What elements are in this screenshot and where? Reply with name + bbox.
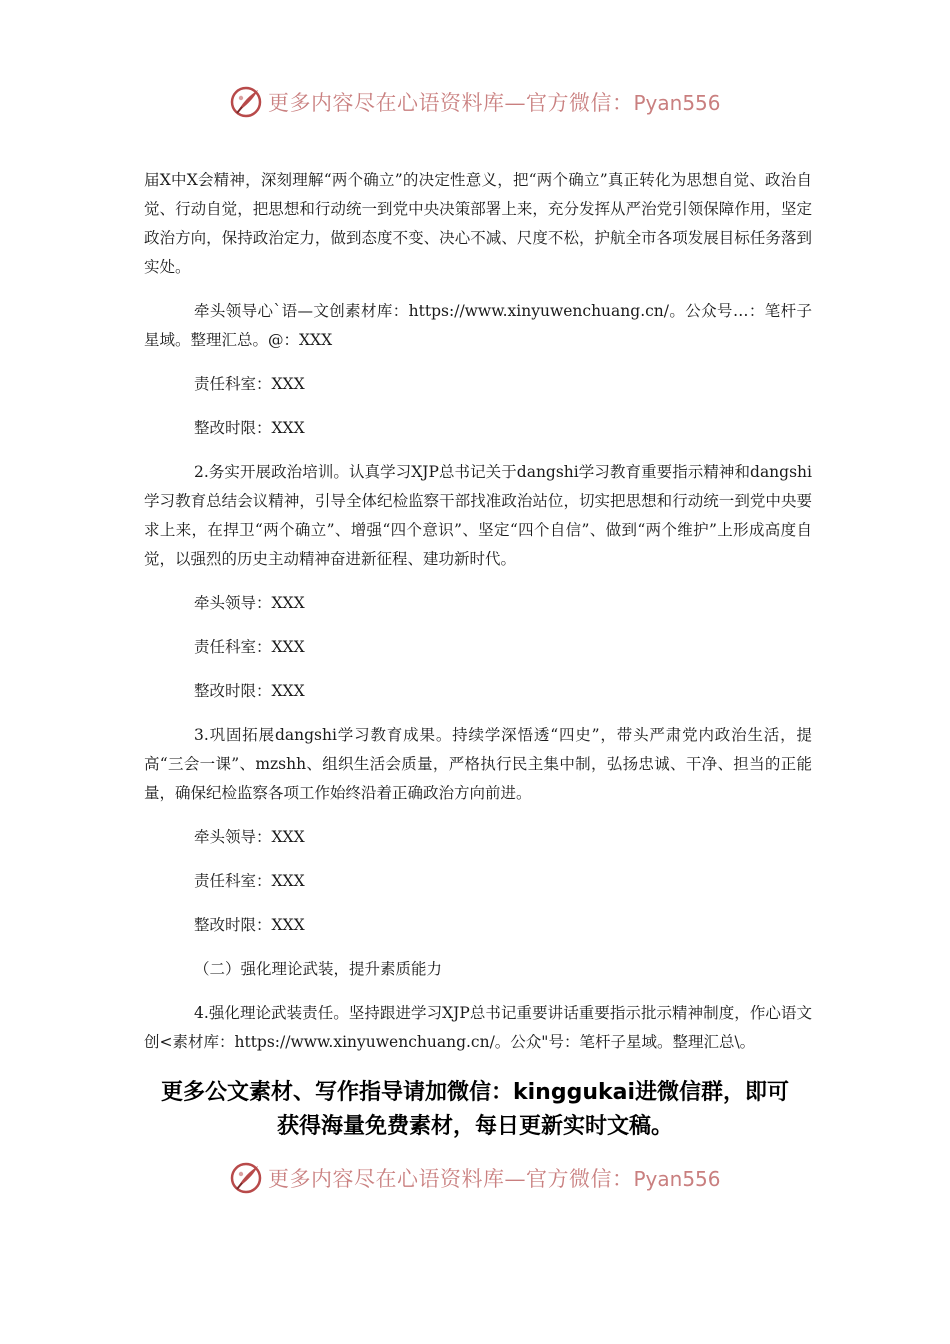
- paragraph: 届X中X会精神，深刻理解“两个确立”的决定性意义，把“两个确立”真正转化为思想自觉、政治自觉、行动自觉，把思想和行动统一到党中央决策部署上来，充分发挥从严治党引领保障作用，坚定政治方向，保持政治定力，做到态度不变、决心不减、尺度不松，护航全市各项发展目标任务落到实处。: [144, 171, 812, 276]
- paragraph: 2.务实开展政治培训。认真学习XJP总书记关于dangshi学习教育重要指示精神和dangshi学习教育总结会议精神，引导全体纪检监察干部找准政治站位，切实把思想和行动统一到党中央要求上来，在捍卫“两个确立”、增强“四个意识”、坚定“四个自信”、做到“两个维护”上形成高度自觉，以强烈的历史主动精神奋进新征程、建功新时代。: [144, 463, 812, 568]
- paragraph: 整改时限：XXX: [194, 916, 305, 934]
- paragraph: 责任科室：XXX: [194, 638, 305, 656]
- paragraph: 整改时限：XXX: [194, 419, 305, 437]
- promo-line-1: 更多公文素材、写作指导请加微信：kinggukai进微信群，即可: [160, 1080, 789, 1105]
- paragraph: 4.强化理论武装责任。坚持跟进学习XJP总书记重要讲话重要指示批示精神制度，作心语文创<素材库：https://www.xinyuwenchuang.cn/。公众"号：笔杆子星域。整理汇总\。: [144, 1004, 812, 1051]
- quill-logo-icon: [228, 84, 264, 120]
- promo-notice: [100, 1076, 850, 1144]
- paragraph: 3.巩固拓展dangshi学习教育成果。持续学深悟透“四史”，带头严肃党内政治生活，提高“三会一课”、mzshh、组织生活会质量，严格执行民主集中制，弘扬忠诚、干净、担当的正能量，确保纪检监察各项工作始终沿着正确政治方向前进。: [144, 726, 812, 802]
- paragraph: 整改时限：XXX: [194, 682, 305, 700]
- section-heading: （二）强化理论武装，提升素质能力: [194, 960, 443, 978]
- footer-banner: [228, 1156, 728, 1200]
- header-banner: [228, 80, 728, 124]
- paragraph: 牵头领导：XXX: [194, 594, 305, 612]
- paragraph: 责任科室：XXX: [194, 375, 305, 393]
- document-body: [144, 166, 812, 1072]
- promo-line-2: 获得海量免费素材，每日更新实时文稿。: [276, 1114, 673, 1139]
- quill-logo-icon: [228, 1160, 264, 1196]
- paragraph: 牵头领导：XXX: [194, 828, 305, 846]
- paragraph: 责任科室：XXX: [194, 872, 305, 890]
- header-banner-text: 更多内容尽在心语资料库—官方微信：Pyan556: [268, 91, 721, 115]
- footer-banner-text: 更多内容尽在心语资料库—官方微信：Pyan556: [268, 1167, 721, 1191]
- paragraph: 牵头领导心`语—文创素材库：https://www.xinyuwenchuang.cn/。公众号…：笔杆子星域。整理汇总。@：XXX: [144, 302, 812, 349]
